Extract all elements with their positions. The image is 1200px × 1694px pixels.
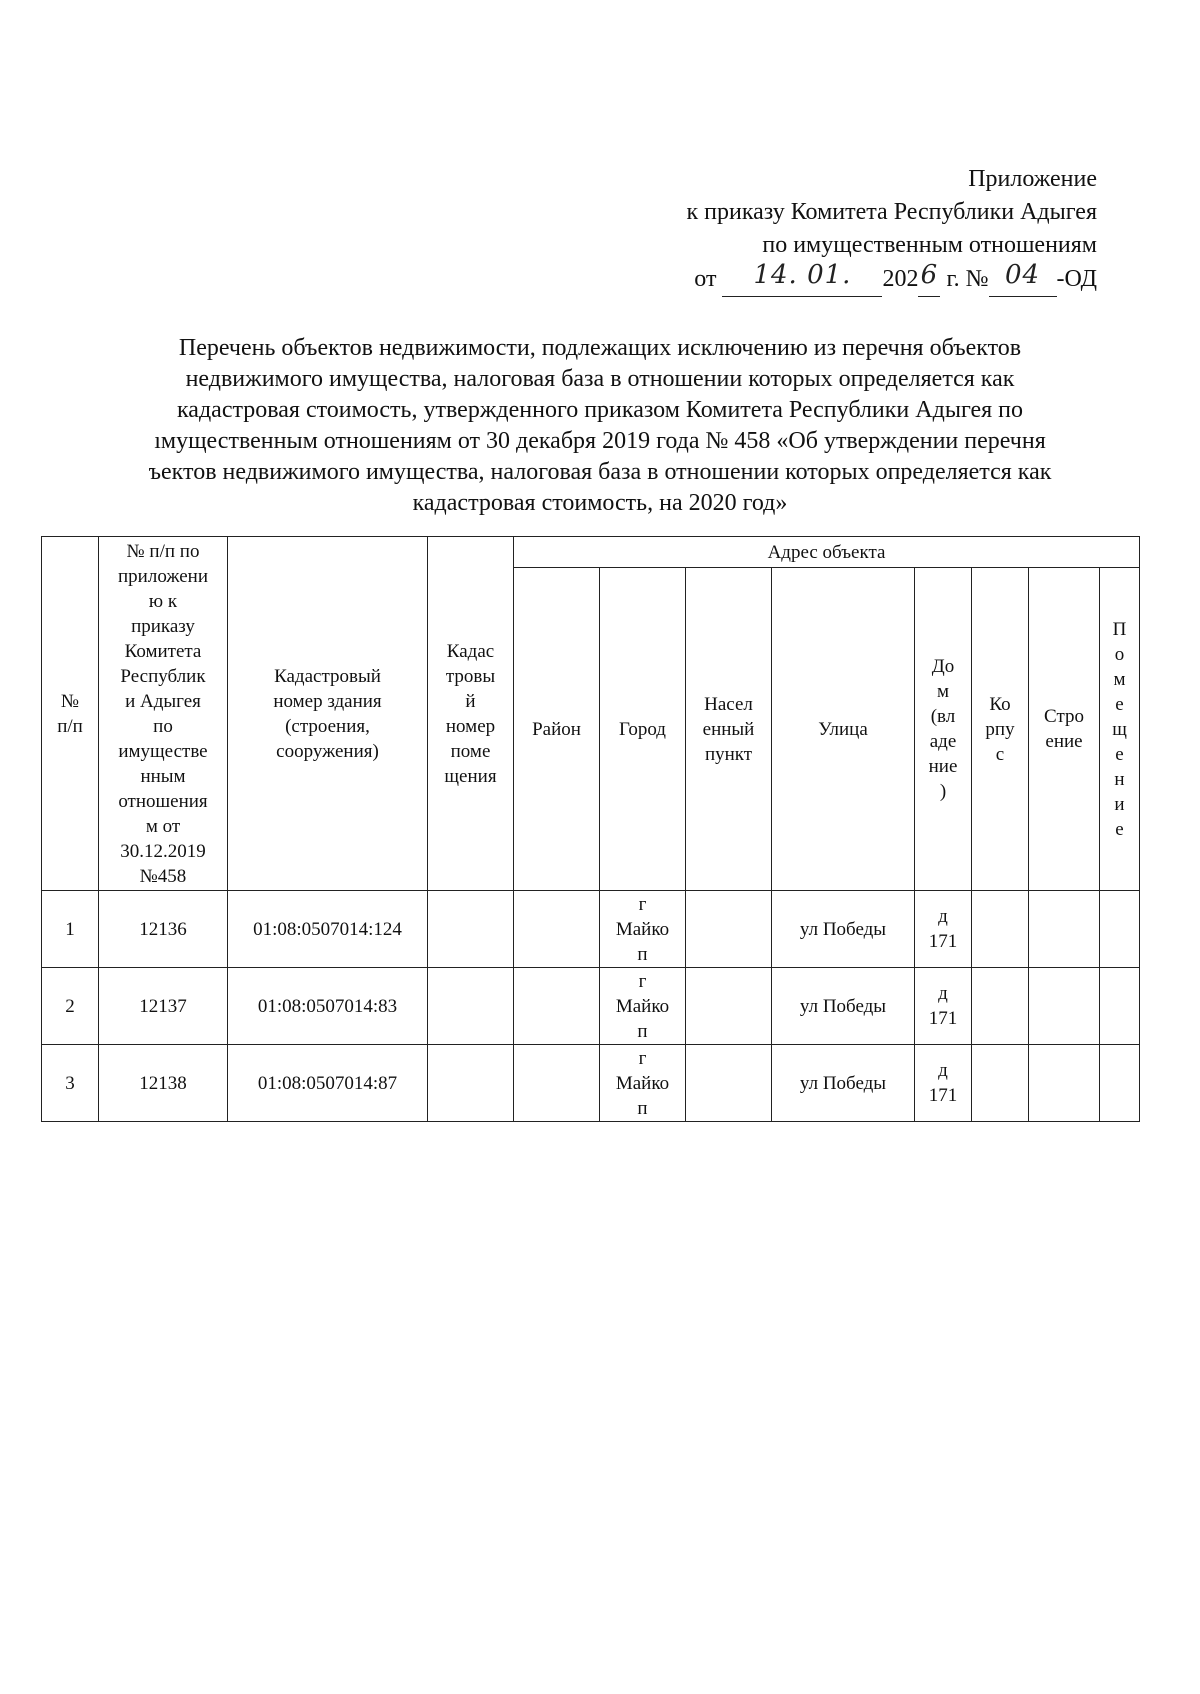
cell-building-cadastral: 01:08:0507014:83 (228, 968, 428, 1045)
handwritten-number: 04 (1004, 260, 1041, 290)
year-prefix: 202 (882, 266, 919, 292)
header-city: Город (600, 568, 686, 891)
cell-num: 1 (42, 891, 99, 968)
property-table (41, 536, 1140, 1122)
header-address-group: Адрес объекта (514, 537, 1140, 568)
header-settlement: Насел енный пункт (686, 568, 772, 891)
cell-premises-cadastral (428, 968, 514, 1045)
cell-num: 3 (42, 1045, 99, 1122)
header-district: Район (514, 568, 600, 891)
cell-appendix-num: 12136 (99, 891, 228, 968)
header-premises: П о м е щ е н и е (1100, 568, 1140, 891)
cell-settlement (686, 968, 772, 1045)
cell-structure (1029, 968, 1100, 1045)
cell-appendix-num: 12137 (99, 968, 228, 1045)
header-house: До м (вл аде ние ) (915, 568, 972, 891)
cell-appendix-num: 12138 (99, 1045, 228, 1122)
cell-structure (1029, 891, 1100, 968)
cell-city: г Майко п (600, 1045, 686, 1122)
title-line-3: кадастровая стоимость, утвержденного приказом Комитета Республики Адыгея по (177, 397, 1023, 423)
cell-house: д 171 (915, 891, 972, 968)
number-prefix: г. № (946, 266, 989, 292)
header-appendix-num: № п/п по приложени ю к приказу Комитета Республик и Адыгея по имуществе нным отношения м от 30.12.2019 №458 (99, 537, 228, 891)
table-row (42, 891, 1140, 968)
cell-structure (1029, 1045, 1100, 1122)
date-prefix: от (694, 266, 717, 292)
cell-street: ул Победы (772, 1045, 915, 1122)
header-building-cadastral: Кадастровый номер здания (строения, сооружения) (228, 537, 428, 891)
cell-district (514, 891, 600, 968)
number-suffix: -ОД (1056, 266, 1097, 292)
cell-city: г Майко п (600, 891, 686, 968)
cell-building-cadastral: 01:08:0507014:124 (228, 891, 428, 968)
title-line-4: ıмущественным отношениям от 30 декабря 2019 года № 458 «Об утверждении перечня (154, 428, 1046, 454)
title-line-2: недвижимого имущества, налоговая база в отношении которых определяется как (185, 366, 1015, 392)
header-premises-cadastral: Кадас тровы й номер поме щения (428, 537, 514, 891)
cell-building (972, 968, 1029, 1045)
header-num: № п/п (42, 537, 99, 891)
appendix-header (686, 163, 1097, 297)
date-field (722, 262, 882, 297)
cell-building (972, 1045, 1029, 1122)
cell-city: г Майко п (600, 968, 686, 1045)
cell-premises (1100, 891, 1140, 968)
cell-premises-cadastral (428, 1045, 514, 1122)
appendix-title: Приложение (968, 166, 1097, 192)
table-row (42, 1045, 1140, 1122)
cell-premises (1100, 1045, 1140, 1122)
cell-settlement (686, 891, 772, 968)
header-structure: Стро ение (1029, 568, 1100, 891)
handwritten-date: 14. 01. (753, 260, 852, 290)
cell-street: ул Победы (772, 968, 915, 1045)
cell-premises (1100, 968, 1140, 1045)
appendix-order-ref: к приказу Комитета Республики Адыгея (686, 199, 1097, 225)
header-building: Ко рпу с (972, 568, 1029, 891)
table-row (42, 968, 1140, 1045)
title-line-6: кадастровая стоимость, на 2020 год» (412, 490, 788, 516)
header-street: Улица (772, 568, 915, 891)
document-title (60, 333, 1140, 519)
title-line-1: Перечень объектов недвижимости, подлежащих исключению из перечня объектов (178, 335, 1022, 361)
cell-building-cadastral: 01:08:0507014:87 (228, 1045, 428, 1122)
cell-settlement (686, 1045, 772, 1122)
appendix-date-line (686, 262, 1097, 297)
cell-house: д 171 (915, 968, 972, 1045)
title-line-5: ъектов недвижимого имущества, налоговая база в отношении которых определяется как (148, 459, 1052, 485)
cell-district (514, 968, 600, 1045)
appendix-order-ref-cont: по имущественным отношениям (762, 232, 1097, 258)
cell-district (514, 1045, 600, 1122)
cell-street: ул Победы (772, 891, 915, 968)
handwritten-year: 6 (920, 260, 939, 290)
year-field (918, 262, 940, 297)
cell-house: д 171 (915, 1045, 972, 1122)
cell-building (972, 891, 1029, 968)
number-field (989, 262, 1057, 297)
header-row-1 (42, 537, 1140, 568)
cell-num: 2 (42, 968, 99, 1045)
cell-premises-cadastral (428, 891, 514, 968)
